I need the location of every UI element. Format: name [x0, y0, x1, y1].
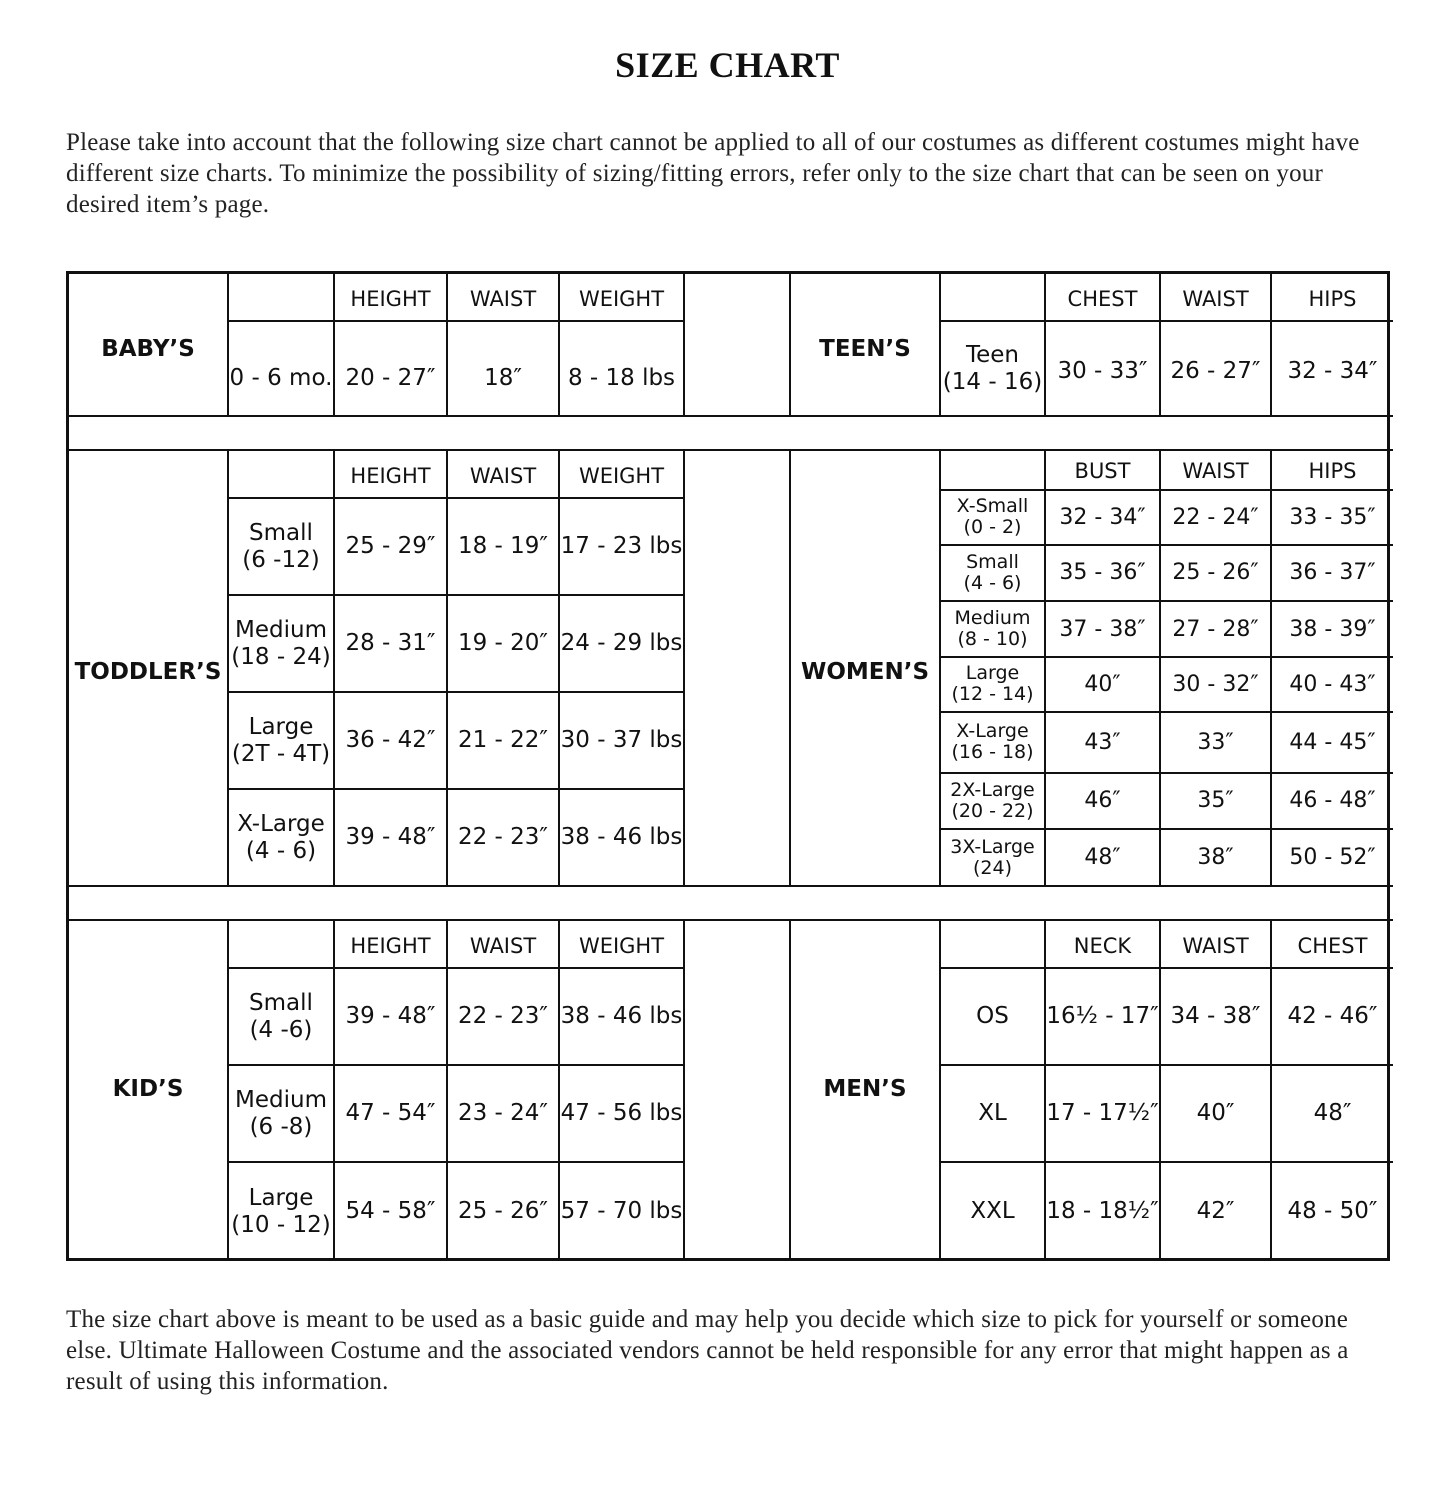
value-cell: 8 - 18 lbs	[560, 322, 685, 417]
size-chart-table	[66, 271, 1390, 1261]
size-label: 2X-Large	[950, 778, 1035, 801]
size-label: Large	[248, 1184, 314, 1211]
size-label: X-Small	[956, 495, 1029, 518]
value-cell: 57 - 70 lbs	[560, 1163, 685, 1260]
value-cell: 35″	[1161, 774, 1270, 831]
value-cell: 22 - 23″	[448, 969, 560, 1066]
men-size-label: OS	[941, 969, 1046, 1066]
value-cell: 23 - 24″	[448, 1066, 560, 1163]
value-cell: 36 - 37″	[1272, 546, 1393, 603]
header-blank	[941, 451, 1044, 491]
value-cell: 39 - 48″	[335, 790, 448, 887]
value-cell: 44 - 45″	[1272, 713, 1393, 774]
header-blank	[229, 921, 335, 969]
value-cell: 30 - 33″	[1046, 322, 1161, 417]
size-range: (0 - 2)	[963, 516, 1022, 539]
size-label: Large	[248, 713, 314, 740]
teen-header-chest: CHEST	[1046, 274, 1161, 322]
size-label: Small	[249, 519, 313, 546]
category-women: WOMEN’S	[791, 451, 941, 887]
size-label: 3X-Large	[950, 835, 1035, 858]
toddler-size-label	[229, 499, 335, 596]
women-size-label	[941, 658, 1044, 713]
size-label: Small	[966, 550, 1019, 573]
size-range: (6 -8)	[249, 1113, 313, 1140]
value-cell: 40 - 43″	[1272, 658, 1393, 713]
value-cell: 46″	[1046, 774, 1159, 831]
value-cell: 40″	[1161, 1066, 1272, 1163]
value-cell: 25 - 26″	[448, 1163, 560, 1260]
size-range: (4 -6)	[249, 1016, 313, 1043]
value-cell: 48″	[1084, 845, 1121, 871]
women-header-bust: BUST	[1046, 451, 1159, 491]
men-size-label: XL	[941, 1066, 1046, 1163]
header-blank	[229, 451, 335, 499]
kid-size-label	[229, 969, 335, 1066]
baby-header-height: HEIGHT	[335, 274, 448, 322]
size-label: Medium	[235, 1086, 327, 1113]
value-cell: 38 - 39″	[1272, 602, 1393, 658]
value-cell: 39 - 48″	[335, 969, 448, 1066]
toddler-size-label	[229, 596, 335, 693]
size-range: (4 - 6)	[963, 571, 1022, 594]
size-label: Medium	[235, 616, 327, 643]
value-cell: 35 - 36″	[1046, 546, 1159, 603]
baby-size-label	[229, 322, 335, 417]
value-cell: 48″	[1272, 1066, 1393, 1163]
size-range: (10 - 12)	[231, 1211, 331, 1238]
divider-column	[685, 451, 791, 887]
header-blank	[941, 921, 1046, 969]
size-range: (20 - 22)	[951, 799, 1034, 822]
category-baby: BABY’S	[69, 274, 229, 417]
men-header-waist: WAIST	[1161, 921, 1272, 969]
value-cell: 19 - 20″	[448, 596, 560, 693]
value-cell: 32 - 34″	[1272, 322, 1393, 417]
women-bust-column	[1046, 451, 1161, 887]
toddler-size-label	[229, 790, 335, 887]
value-cell: 38 - 46 lbs	[560, 969, 685, 1066]
size-label: X-Large	[237, 810, 325, 837]
women-size-label	[941, 774, 1044, 831]
value-cell: 33″	[1161, 713, 1270, 774]
teen-header-hips: HIPS	[1272, 274, 1393, 322]
size-range: (14 - 16)	[942, 368, 1043, 395]
value-cell: 30 - 37 lbs	[560, 693, 685, 790]
value-cell: 21 - 22″	[448, 693, 560, 790]
baby-header-waist: WAIST	[448, 274, 560, 322]
header-blank	[941, 274, 1046, 322]
size-label: 0 - 6 mo.	[229, 365, 333, 391]
kid-size-label	[229, 1163, 335, 1260]
size-label: Large	[965, 662, 1020, 685]
disclaimer-paragraph: The size chart above is meant to be used as a basic guide and may help you decide which size to pick for yourself or someone else. Ultimate Halloween Costume and the associated vendors cannot be held responsible for any error that might happen as a result of using this information.	[66, 1306, 1349, 1395]
value-cell: 42″	[1161, 1163, 1272, 1260]
women-hips-column	[1272, 451, 1393, 887]
size-range: (8 - 10)	[957, 628, 1028, 651]
value-cell: 54 - 58″	[335, 1163, 448, 1260]
women-waist-column	[1161, 451, 1272, 887]
size-range: (12 - 14)	[951, 683, 1034, 706]
women-size-label	[941, 713, 1044, 774]
section-spacer	[69, 417, 1393, 451]
teen-size-label	[941, 322, 1046, 417]
value-cell: 26 - 27″	[1161, 322, 1272, 417]
men-header-neck: NECK	[1046, 921, 1161, 969]
women-size-label	[941, 546, 1044, 603]
teen-header-waist: WAIST	[1161, 274, 1272, 322]
kid-size-label	[229, 1066, 335, 1163]
size-label: Medium	[954, 607, 1031, 630]
page-title: SIZE CHART	[615, 45, 840, 85]
category-men: MEN’S	[791, 921, 941, 1260]
women-size-label	[941, 830, 1044, 885]
category-kid: KID’S	[69, 921, 229, 1260]
value-cell: 38″	[1197, 845, 1234, 871]
category-toddler: TODDLER’S	[69, 451, 229, 887]
value-cell: 22 - 23″	[448, 790, 560, 887]
value-cell: 37 - 38″	[1046, 602, 1159, 658]
value-cell: 47 - 56 lbs	[560, 1066, 685, 1163]
women-size-label	[941, 491, 1044, 546]
value-cell: 42 - 46″	[1272, 969, 1393, 1066]
toddler-header-weight: WEIGHT	[560, 451, 685, 499]
value-cell: 18″	[448, 322, 560, 417]
value-cell: 28 - 31″	[335, 596, 448, 693]
kid-header-height: HEIGHT	[335, 921, 448, 969]
size-range: (4 - 6)	[245, 837, 317, 864]
size-label: X-Large	[956, 720, 1029, 743]
kid-header-waist: WAIST	[448, 921, 560, 969]
women-header-hips: HIPS	[1272, 451, 1393, 491]
women-size-column	[941, 451, 1046, 887]
value-cell: 25 - 26″	[1161, 546, 1270, 603]
value-cell: 16½ - 17″	[1046, 969, 1161, 1066]
value-cell: 48 - 50″	[1287, 1198, 1378, 1225]
value-cell: 32 - 34″	[1046, 491, 1159, 546]
value-cell: 33 - 35″	[1272, 491, 1393, 546]
divider-column	[685, 921, 791, 1260]
size-label: Teen	[965, 341, 1020, 368]
value-cell: 27 - 28″	[1161, 602, 1270, 658]
value-cell: 38 - 46 lbs	[560, 790, 685, 887]
size-range: (6 -12)	[242, 546, 320, 573]
men-size-label: XXL	[941, 1163, 1046, 1260]
value-cell: 25 - 29″	[335, 499, 448, 596]
value-cell: 17 - 17½″	[1046, 1066, 1161, 1163]
value-cell: 30 - 32″	[1161, 658, 1270, 713]
women-header-waist: WAIST	[1161, 451, 1270, 491]
value-cell: 46 - 48″	[1272, 774, 1393, 831]
value-cell: 34 - 38″	[1161, 969, 1272, 1066]
toddler-header-waist: WAIST	[448, 451, 560, 499]
size-label: Small	[249, 989, 313, 1016]
section-spacer	[69, 887, 1393, 921]
category-teen: TEEN’S	[791, 274, 941, 417]
value-cell: 17 - 23 lbs	[560, 499, 685, 596]
toddler-size-label	[229, 693, 335, 790]
divider-column	[685, 274, 791, 417]
value-cell: 43″	[1046, 713, 1159, 774]
women-size-label	[941, 602, 1044, 658]
baby-header-weight: WEIGHT	[560, 274, 685, 322]
value-cell: 18 - 18½″	[1046, 1163, 1161, 1260]
size-range: (2T - 4T)	[231, 740, 331, 767]
value-cell: 36 - 42″	[335, 693, 448, 790]
value-cell: 24 - 29 lbs	[560, 596, 685, 693]
kid-header-weight: WEIGHT	[560, 921, 685, 969]
value-cell: 40″	[1046, 658, 1159, 713]
men-header-chest: CHEST	[1272, 921, 1393, 969]
size-range: (18 - 24)	[231, 643, 331, 670]
size-range: (24)	[972, 856, 1012, 879]
value-cell: 47 - 54″	[335, 1066, 448, 1163]
value-cell: 22 - 24″	[1161, 491, 1270, 546]
header-blank	[229, 274, 335, 322]
intro-paragraph: Please take into account that the following size chart cannot be applied to all of our costumes as different costumes might have different size charts. To minimize the possibility of sizing/fitting errors, refer only to the size chart that can be seen on your desired item’s page.	[66, 129, 1360, 218]
value-cell: 18 - 19″	[448, 499, 560, 596]
value-cell: 20 - 27″	[335, 322, 448, 417]
size-range: (16 - 18)	[951, 741, 1034, 764]
toddler-header-height: HEIGHT	[335, 451, 448, 499]
value-cell: 50 - 52″	[1289, 845, 1376, 871]
